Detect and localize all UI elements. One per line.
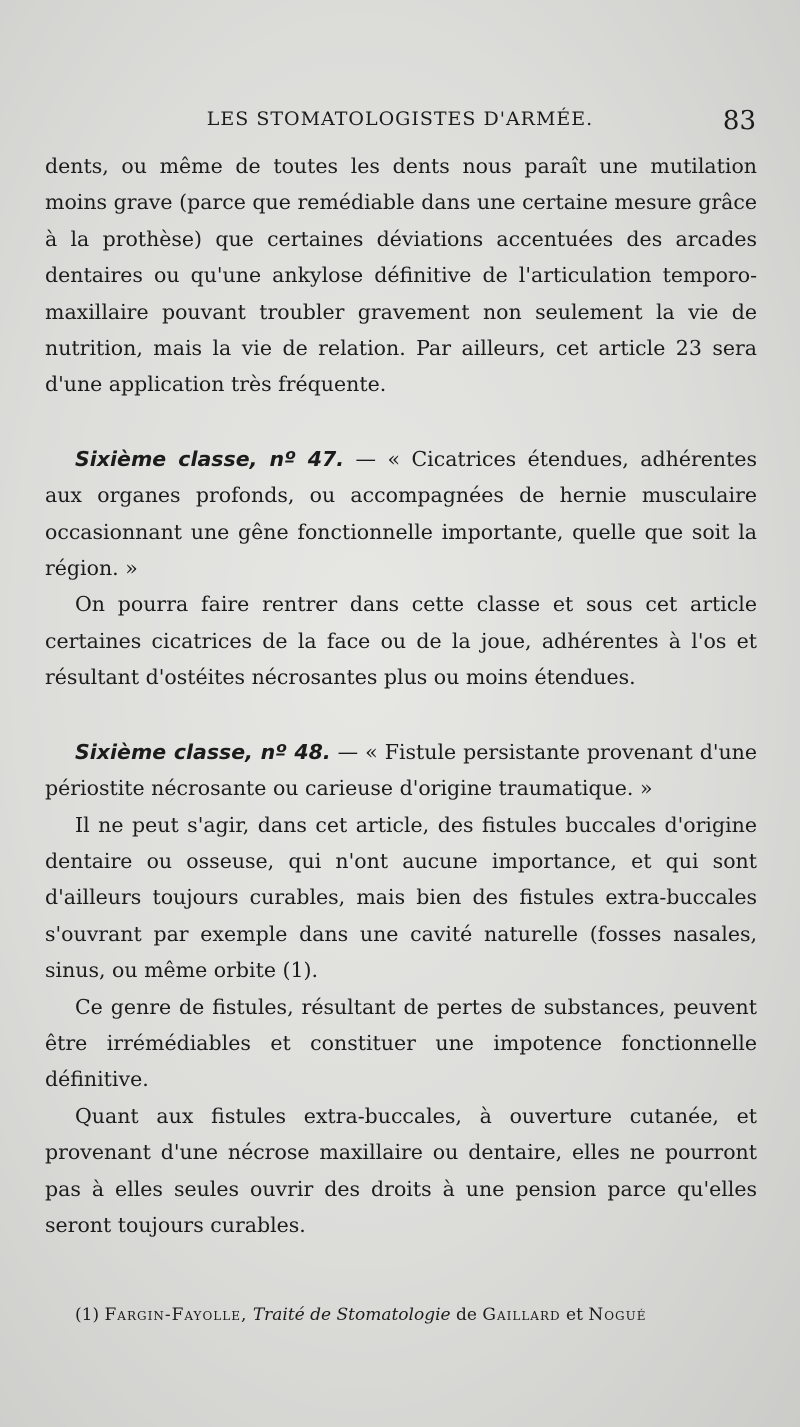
article-47-text: — « Cicatrices étendues, adhérentes aux organes profonds, ou accompagnées de hernie musculaire occasionnant une gêne fonctionnelle importante, quelle que soit la région. » (45, 446, 757, 581)
footnote-connector: et (566, 1305, 583, 1325)
paragraph-text: Il ne peut s'agir, dans cet article, des fistules buccales d'origine dentaire ou osseuse, qui n'ont aucune importance, et qui sont d'ailleurs toujours curables, mais bien des fistules extra-buccales s'ouvrant par exemple dans une cavité naturelle (fosses nasales, sinus, ou même orbite (1). (45, 812, 757, 983)
article-47-label: Sixième classe, nº 47. (75, 446, 345, 471)
paragraph-text: Quant aux fistules extra-buccales, à ouverture cutanée, et provenant d'une nécrose maxillaire ou dentaire, elles ne pourront pas à elles seules ouvrir des droits à une pension parce qu'elles seront toujours curables. (45, 1103, 757, 1237)
footnote-title: Traité de Stomatologie (252, 1305, 451, 1325)
paragraph-text: On pourra faire rentrer dans cette classe et sous cet article certaines cicatrices de la face ou de la joue, adhérentes à l'os et résultant d'ostéites nécrosantes plus ou moins étendues. (45, 592, 757, 690)
article-47-paragraph (45, 441, 757, 587)
footnote-name: Gaillard (482, 1305, 561, 1325)
paragraph (45, 148, 757, 403)
footnote (45, 1302, 757, 1328)
paragraph (45, 807, 757, 989)
footnote-marker: (1) (75, 1305, 100, 1325)
paragraph-text: dents, ou même de toutes les dents nous paraît une mutilation moins grave (parce que remédiable dans une certaine mesure grâce à la prothèse) que certaines déviations accentuées des arcades dentaires ou qu'une ankylose définitive de l'articulation temporo-maxillaire pouvant troubler gravement non seulement la vie de nutrition, mais la vie de relation. Par ailleurs, cet article 23 sera d'une application très fréquente. (45, 154, 757, 397)
running-head (40, 108, 760, 138)
footnote-name: Nogué (588, 1305, 647, 1325)
page-number: 83 (722, 106, 756, 136)
paragraph (45, 989, 757, 1098)
running-title: LES STOMATOLOGISTES D'ARMÉE. (206, 108, 594, 130)
paragraph (45, 1098, 757, 1244)
paragraph (45, 586, 757, 695)
footnote-connector: de (456, 1305, 477, 1325)
paragraph-text: Ce genre de fistules, résultant de pertes de substances, peuvent être irrémédiables et constituer une impotence fonctionnelle définitive. (45, 994, 757, 1092)
footnote-author: Fargin-Fayolle, (104, 1305, 248, 1325)
article-48-text: — « Fistule persistante provenant d'une périostite nécrosante ou carieuse d'origine traumatique. » (45, 739, 757, 801)
body-text (45, 148, 757, 1243)
article-48-label: Sixième classe, nº 48. (75, 739, 331, 764)
article-48-paragraph (45, 734, 757, 807)
